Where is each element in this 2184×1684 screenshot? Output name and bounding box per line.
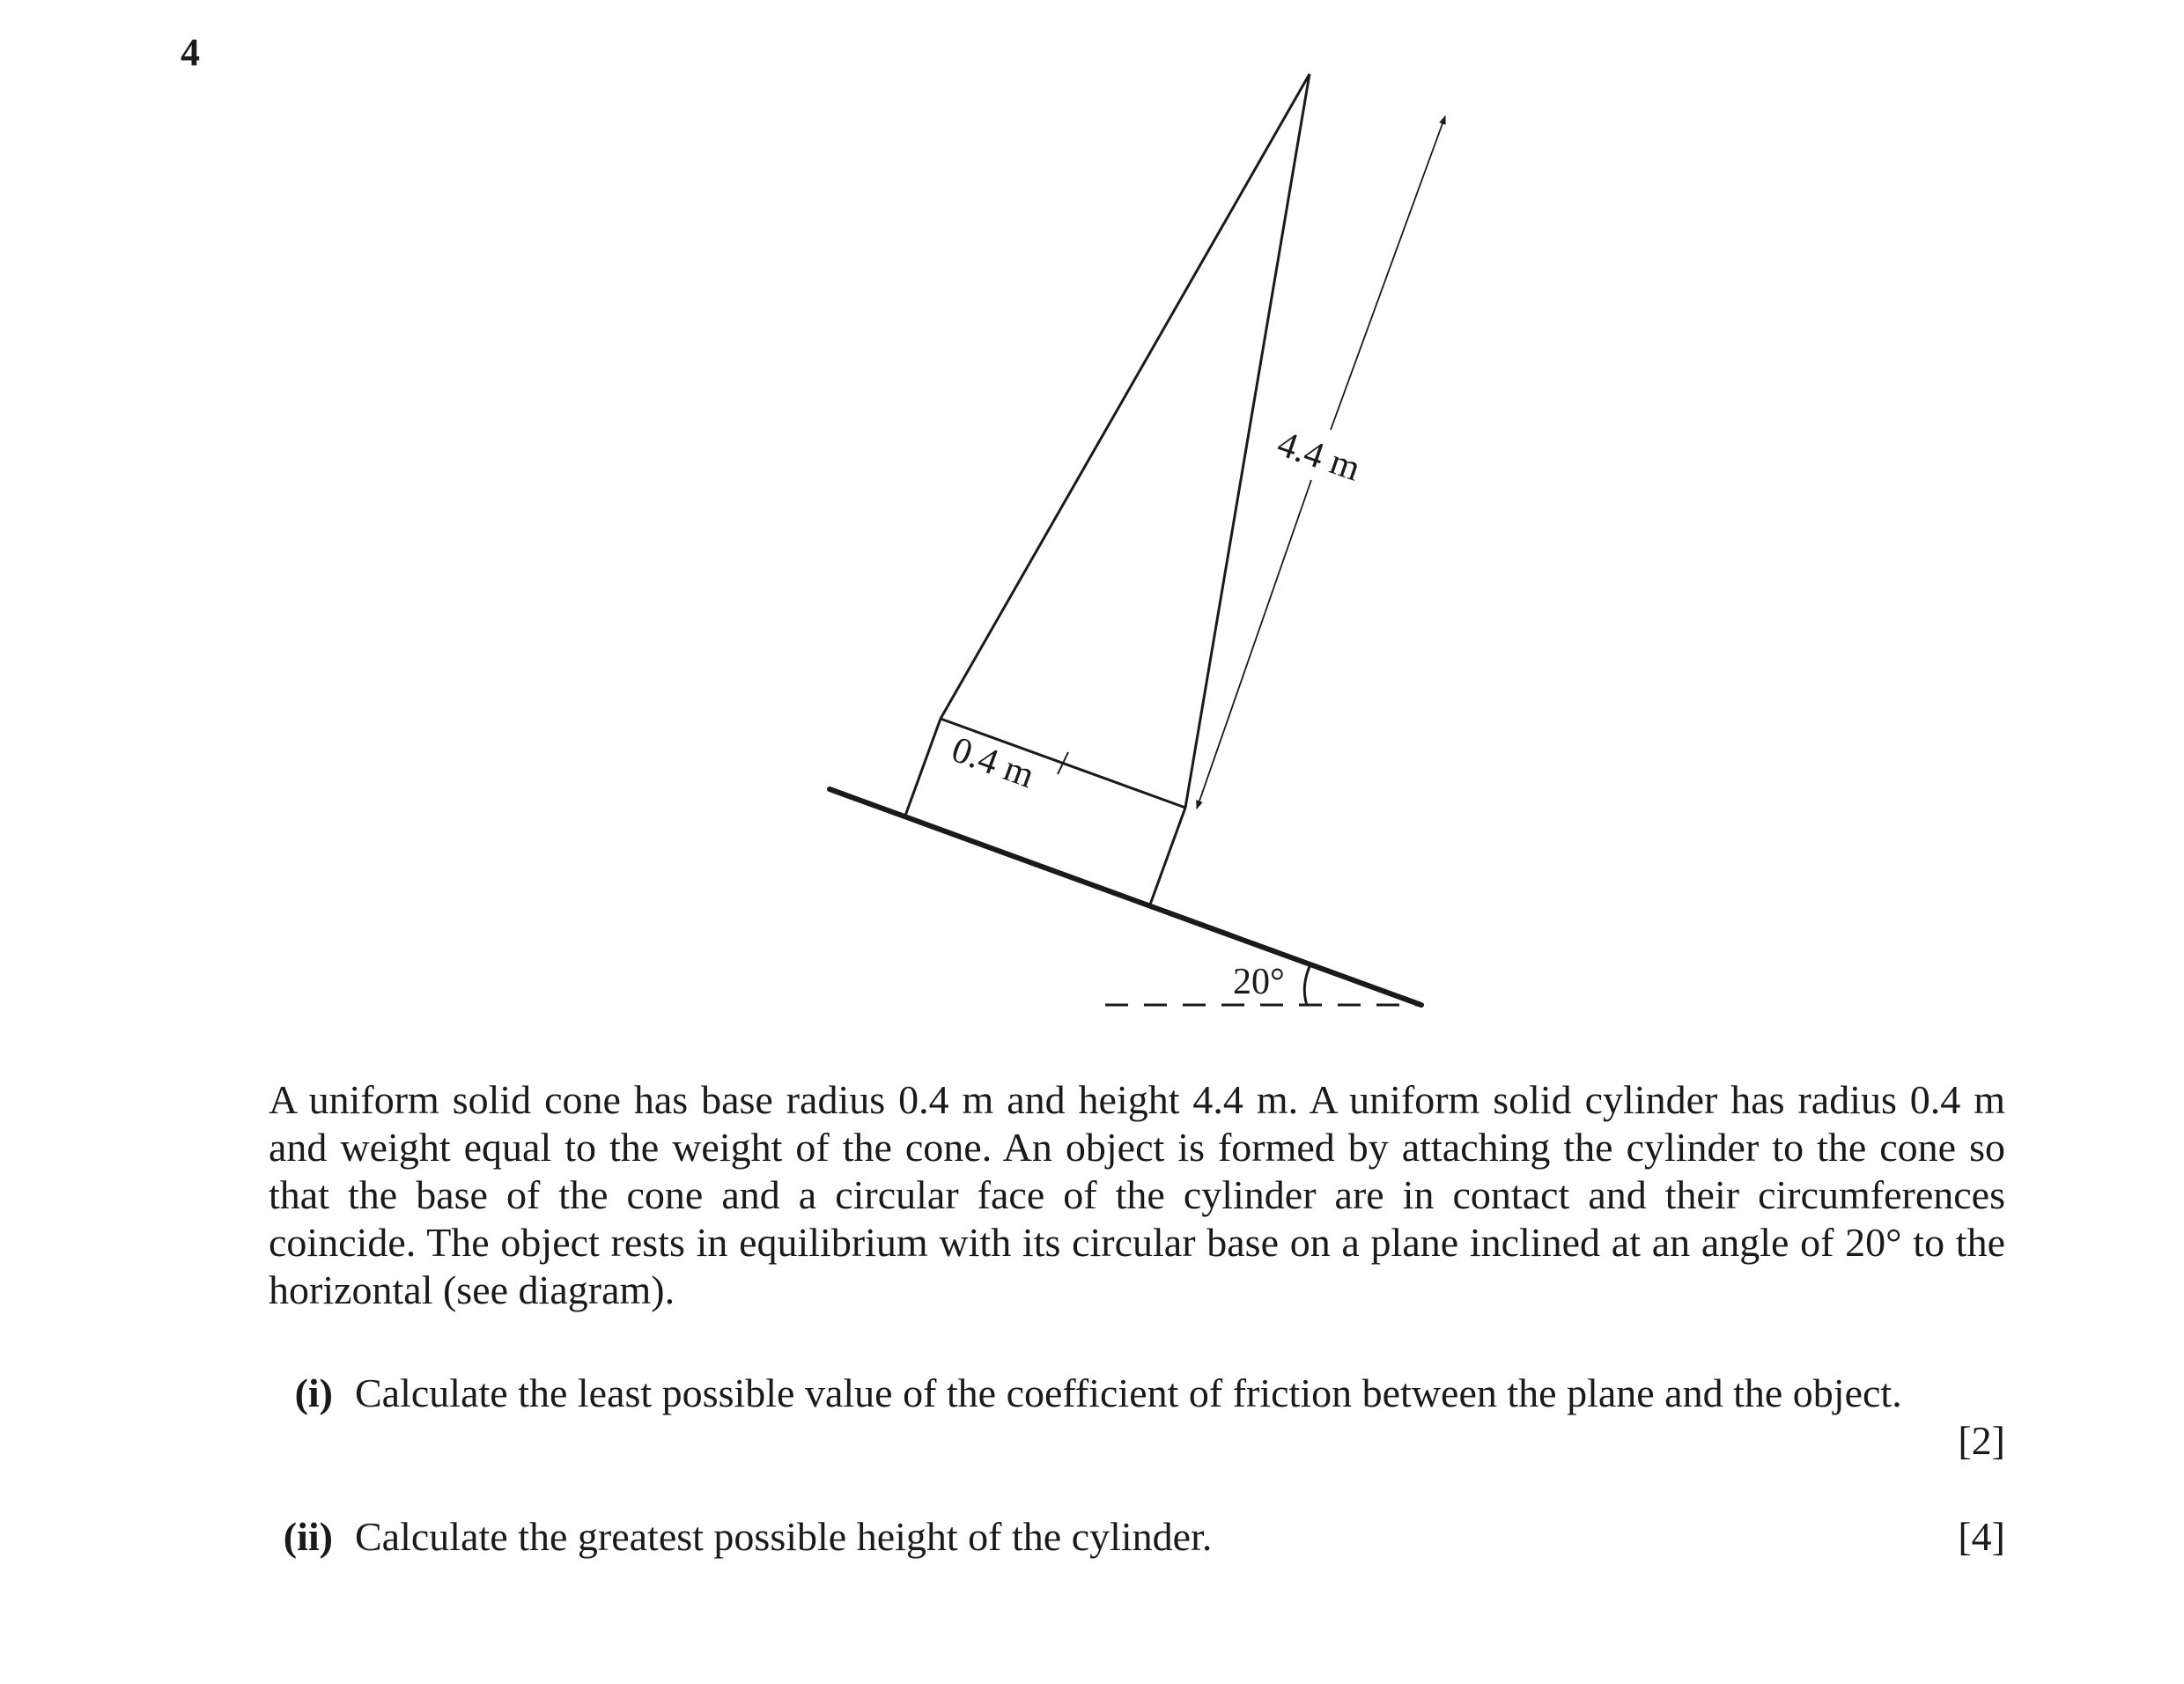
part-ii [0, 1513, 2184, 1566]
angle-label: 20° [1233, 962, 1285, 1002]
height-label: 4.4 m [1272, 423, 1366, 490]
cylinder [905, 719, 1185, 905]
radius-label: 0.4 m [946, 729, 1040, 797]
inclined-plane [830, 789, 1421, 1005]
part-ii-text: Calculate the greatest possible height of the cylinder. [355, 1514, 1213, 1559]
part-i-marks: [2] [1958, 1418, 2005, 1463]
angle-arc [1304, 964, 1310, 1005]
part-i-text: Calculate the least possible value of the coefficient of friction between the plane and the object. [355, 1370, 1902, 1415]
question-number: 4 [181, 31, 200, 74]
part-ii-label: (ii) [283, 1514, 333, 1559]
cone [941, 74, 1310, 808]
part-i [0, 1370, 2184, 1466]
part-ii-marks: [4] [1958, 1514, 2005, 1559]
question-intro: A uniform solid cone has base radius 0.4 m and height 4.4 m. A uniform solid cylinder has radius 0.4 m and weight equal to the weight of the cone. An object is formed by attaching the cylinder to the cone so that the base of the cone and a circular face of the cylinder are in contact and their circumferences coincide. The object rests in equilibrium with its circular base on a plane inclined at an angle of 20° to the horizontal (see diagram). [269, 1077, 2005, 1312]
part-i-label: (i) [294, 1370, 333, 1415]
